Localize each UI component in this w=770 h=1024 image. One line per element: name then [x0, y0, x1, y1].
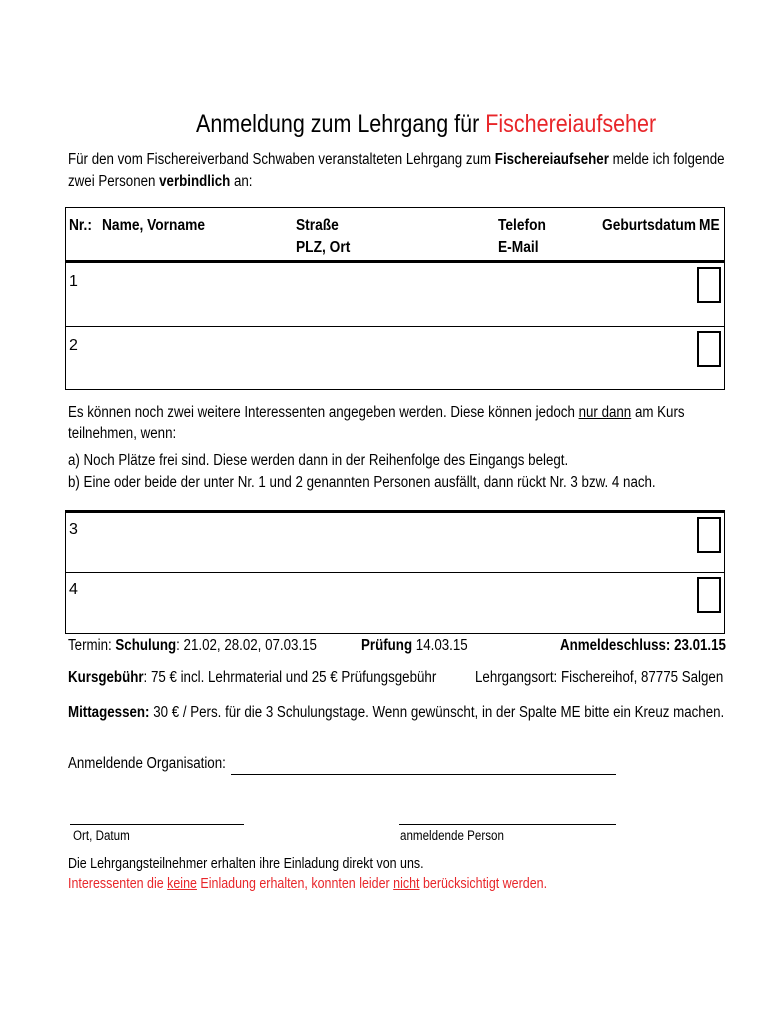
mittagessen-text: 30 € / Pers. für die 3 Schulungstage. Wenn gewünscht, in der Spalte ME bitte ein Kreuz machen. — [153, 704, 725, 721]
header-strasse — [296, 215, 350, 259]
kursgebuehr-line — [68, 669, 436, 687]
participants-table — [65, 207, 725, 390]
header-strasse-label: Straße — [296, 217, 339, 234]
organisation-input-line[interactable] — [231, 774, 616, 775]
me-checkbox[interactable] — [697, 577, 721, 613]
interessenten-underlined: nur dann — [578, 404, 632, 421]
interessenten-line-2: teilnehmen, wenn: — [68, 425, 177, 442]
header-telefon — [498, 215, 546, 259]
header-plz-label: PLZ, Ort — [296, 239, 351, 256]
footer-line-1: Die Lehrgangsteilnehmer erhalten ihre Einladung direkt von uns. — [68, 856, 424, 872]
table-row[interactable] — [66, 327, 724, 389]
intro-line-2 — [68, 173, 253, 191]
footer-underlined: nicht — [393, 876, 420, 892]
mittagessen-label: Mittagessen: — [68, 704, 150, 721]
table-row[interactable] — [66, 513, 724, 573]
intro-line-1 — [68, 151, 725, 169]
intro-text: melde ich folgende — [612, 151, 725, 168]
mittagessen-line — [68, 704, 724, 722]
interessenten-line-1 — [68, 404, 685, 422]
interessenten-text: am Kurs — [634, 404, 685, 421]
pruefung — [361, 637, 468, 655]
interessenten-item-a: a) Noch Plätze frei sind. Diese werden dann in der Reihenfolge des Eingangs belegt. — [68, 452, 569, 469]
intro-bold: verbindlich — [159, 173, 231, 190]
title-highlight: Fischereiaufseher — [485, 110, 657, 138]
ort-datum-line[interactable] — [70, 824, 244, 825]
schulung-dates: : 21.02, 28.02, 07.03.15 — [176, 637, 317, 654]
pruefung-label: Prüfung — [361, 637, 413, 654]
me-checkbox[interactable] — [697, 331, 721, 367]
intro-text: zwei Personen — [68, 173, 156, 190]
person-label: anmeldende Person — [400, 828, 504, 843]
me-checkbox[interactable] — [697, 267, 721, 303]
intro-text: Für den vom Fischereiverband Schwaben veranstalteten Lehrgang zum — [68, 151, 492, 168]
table-row[interactable] — [66, 263, 724, 327]
person-line[interactable] — [399, 824, 616, 825]
row-number: 4 — [69, 581, 78, 598]
lehrgangsort: Lehrgangsort: Fischereihof, 87775 Salgen — [475, 669, 724, 686]
row-number: 3 — [69, 521, 78, 538]
header-me: ME — [699, 217, 720, 234]
kursgebuehr-label: Kursgebühr — [68, 669, 144, 686]
kursgebuehr-text: : 75 € incl. Lehrmaterial und 25 € Prüfungsgebühr — [143, 669, 437, 686]
interessenten-table — [65, 510, 725, 634]
row-number: 1 — [69, 273, 78, 290]
interessenten-item-b: b) Eine oder beide der unter Nr. 1 und 2 genannten Personen ausfällt, dann rückt Nr. 3 bzw. 4 nach. — [68, 474, 656, 491]
me-checkbox[interactable] — [697, 517, 721, 553]
schulung-label: Schulung — [115, 637, 177, 654]
table-row[interactable] — [66, 573, 724, 633]
header-telefon-label: Telefon — [498, 217, 546, 234]
header-nr: Nr.: — [69, 217, 92, 234]
table-header — [66, 208, 724, 263]
anmeldeschluss: Anmeldeschluss: 23.01.15 — [560, 637, 726, 654]
interessenten-text: Es können noch zwei weitere Interessenten angegeben werden. Diese können jedoch — [68, 404, 575, 421]
footer-text: Interessenten die — [68, 876, 164, 892]
header-name: Name, Vorname — [102, 217, 205, 234]
ort-datum-label: Ort, Datum — [73, 828, 130, 843]
header-email-label: E-Mail — [498, 239, 539, 256]
title-text: Anmeldung zum Lehrgang für — [196, 110, 480, 138]
intro-text: an: — [233, 173, 253, 190]
intro-bold: Fischereiaufseher — [494, 151, 609, 168]
footer-underlined: keine — [167, 876, 197, 892]
row-number: 2 — [69, 337, 78, 354]
pruefung-date: 14.03.15 — [415, 637, 468, 654]
footer-line-2 — [68, 876, 547, 892]
header-geburtsdatum: Geburtsdatum — [602, 217, 697, 234]
page-title — [196, 110, 656, 139]
termin-line — [68, 637, 317, 655]
footer-text: berücksichtigt werden. — [422, 876, 548, 892]
organisation-label: Anmeldende Organisation: — [68, 755, 226, 772]
footer-text: Einladung erhalten, konnten leider — [200, 876, 390, 892]
termin-label: Termin: — [68, 637, 112, 654]
